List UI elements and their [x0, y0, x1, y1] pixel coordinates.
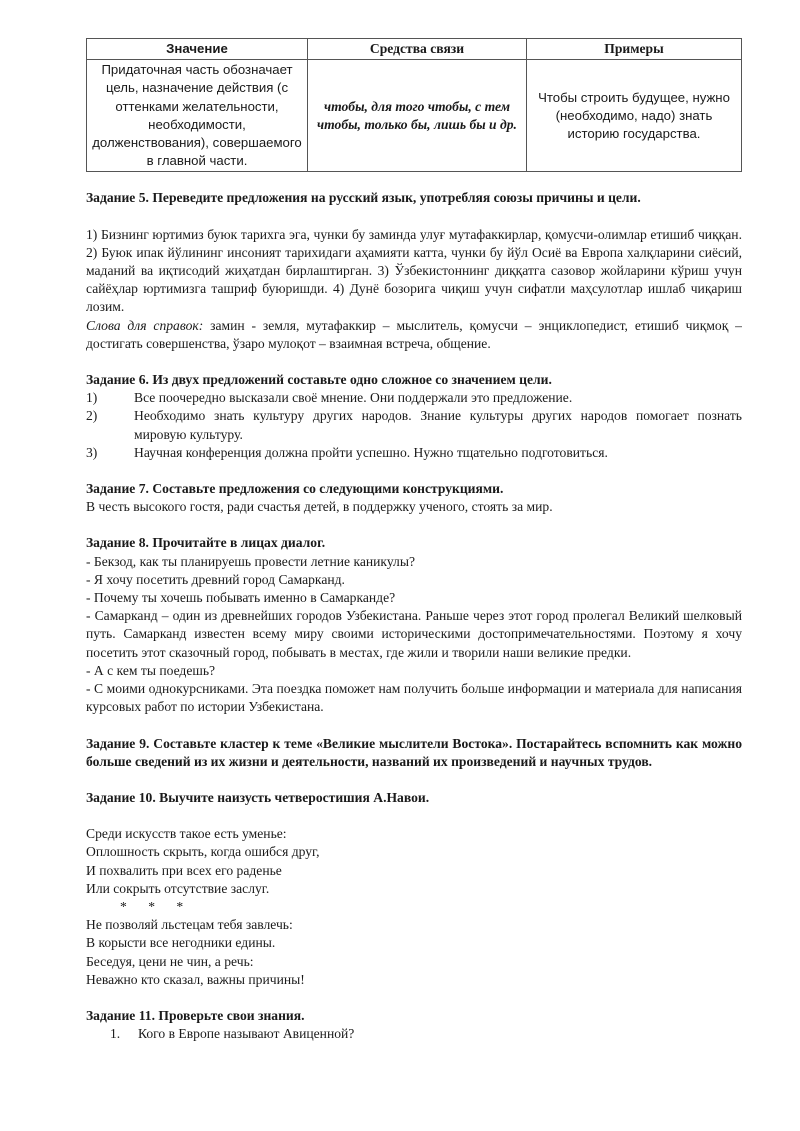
task9-title: Задание 9. Составьте кластер к теме «Великие мыслители Востока». Постарайтесь вспомнить как можно больше сведений из их жизни и деятельности, названий их произведений и научных трудов.: [86, 735, 742, 769]
dialog-line: - Бекзод, как ты планируешь провести летние каникулы?: [86, 553, 415, 569]
poem-line: Оплошность скрыть, когда ошибся друг,: [86, 844, 320, 860]
list-item: [86, 407, 742, 443]
table-cell-example: Чтобы строить будущее, нужно (необходимо, надо) знать историю государства.: [527, 60, 742, 172]
table-row: [87, 60, 742, 172]
list-item-number: 1): [86, 390, 98, 406]
list-item-number: 1.: [110, 1026, 121, 1042]
poem-line: Неважно кто сказал, важны причины!: [86, 971, 305, 987]
list-item-number: 3): [86, 444, 98, 460]
poem-line: В корысти все негодники едины.: [86, 935, 276, 951]
dialog-line: - Самарканд – один из древнейших городов Узбекистана. Раньше через этот город пролегал Великий шелковый путь. Самарканд известен всему миру своими историческими достопримечательностями. Поэтому я хочу посетить этот сказочный город, побывать в местах, где жили и творили наши великие предки.: [86, 608, 742, 660]
purpose-clause-table: [86, 38, 742, 172]
dialog-line: - Почему ты хочешь побывать именно в Самарканде?: [86, 590, 396, 606]
poem-line: Не позволяй льстецам тебя завлечь:: [86, 917, 293, 933]
task5-hint: [86, 317, 742, 353]
task5-hint-text: замин - земля, мутафаккир – мыслитель, қомусчи – энциклопедист, етишиб чиқмоқ – достигать совершенства, ўзаро мулоқот – взаимная встреча, общение.: [86, 317, 742, 351]
task7-title: Задание 7. Составьте предложения со следующими конструкциями.: [86, 481, 504, 497]
table-header-examples: Примеры: [527, 39, 742, 60]
document-page: [86, 38, 742, 1043]
list-item-text: Научная конференция должна пройти успешно. Нужно тщательно подготовиться.: [134, 444, 608, 460]
task10-title: Задание 10. Выучите наизусть четверостишия А.Навои.: [86, 789, 430, 805]
table-cell-meaning: Придаточная часть обозначает цель, назначение действия (с оттенками желательности, необходимости, долженствования), совершаемого в главной части.: [87, 60, 308, 172]
poem-line: Среди искусств такое есть уменье:: [86, 826, 287, 842]
task8-title: Задание 8. Прочитайте в лицах диалог.: [86, 535, 326, 551]
task6-title: Задание 6. Из двух предложений составьте одно сложное со значением цели.: [86, 372, 552, 388]
list-item-text: Все поочередно высказали своё мнение. Они поддержали это предложение.: [134, 390, 573, 406]
list-item: [86, 444, 742, 462]
table-header-means: Средства связи: [308, 39, 527, 60]
dialog-line: - Я хочу посетить древний город Самарканд.: [86, 571, 345, 587]
dialog-line: - А с кем ты поедешь?: [86, 662, 216, 678]
list-item: [86, 1025, 742, 1043]
poem-line: Или сокрыть отсутствие заслуг.: [86, 880, 270, 896]
stanza-separator: * * *: [120, 898, 184, 914]
dialog-line: - С моими однокурсниками. Эта поездка поможет нам получить больше информации и материала для написания курсовых работ по истории Узбекистана.: [86, 681, 742, 715]
task5-text: 1) Бизнинг юртимиз буюк тарихга эга, чунки бу заминда улуғ мутафаккирлар, қомусчи-олимлар етишиб чиққан. 2) Буюк ипак йўлининг инсоният тарихидаги аҳамияти катта, чунки бу йўл Осиё ва Европа халқларини сиёсий, маданий ва иқтисодий жиҳатдан бирлаштирган. 3) Ўзбекистоннинг диққатга сазовор жойларини кўриш учун сайёҳлар юртимизга ташриф буюришди. 4) Дунё бозорига чиқиш учун сифатли маҳсулотлар ишлаб чиқариш лозим.: [86, 226, 742, 315]
task7-text: В честь высокого гостя, ради счастья детей, в поддержку ученого, стоять за мир.: [86, 499, 553, 515]
table-header-meaning: Значение: [87, 39, 308, 60]
task11-title: Задание 11. Проверьте свои знания.: [86, 1007, 305, 1023]
list-item-text: Необходимо знать культуру других народов. Знание культуры других народов помогает познать мировую культуру.: [134, 408, 742, 442]
list-item-number: 2): [86, 408, 98, 424]
list-item-text: Кого в Европе называют Авиценной?: [138, 1026, 355, 1042]
table-cell-means: чтобы, для того чтобы, с тем чтобы, только бы, лишь бы и др.: [308, 60, 527, 172]
task5-hint-label: Слова для справок:: [86, 317, 204, 333]
poem-line: Беседуя, цени не чин, а речь:: [86, 953, 254, 969]
list-item: [86, 389, 742, 407]
table-header-row: [87, 39, 742, 60]
task5-title: Задание 5. Переведите предложения на русский язык, употребляя союзы причины и цели.: [86, 190, 641, 206]
poem-line: И похвалить при всех его раденье: [86, 862, 282, 878]
